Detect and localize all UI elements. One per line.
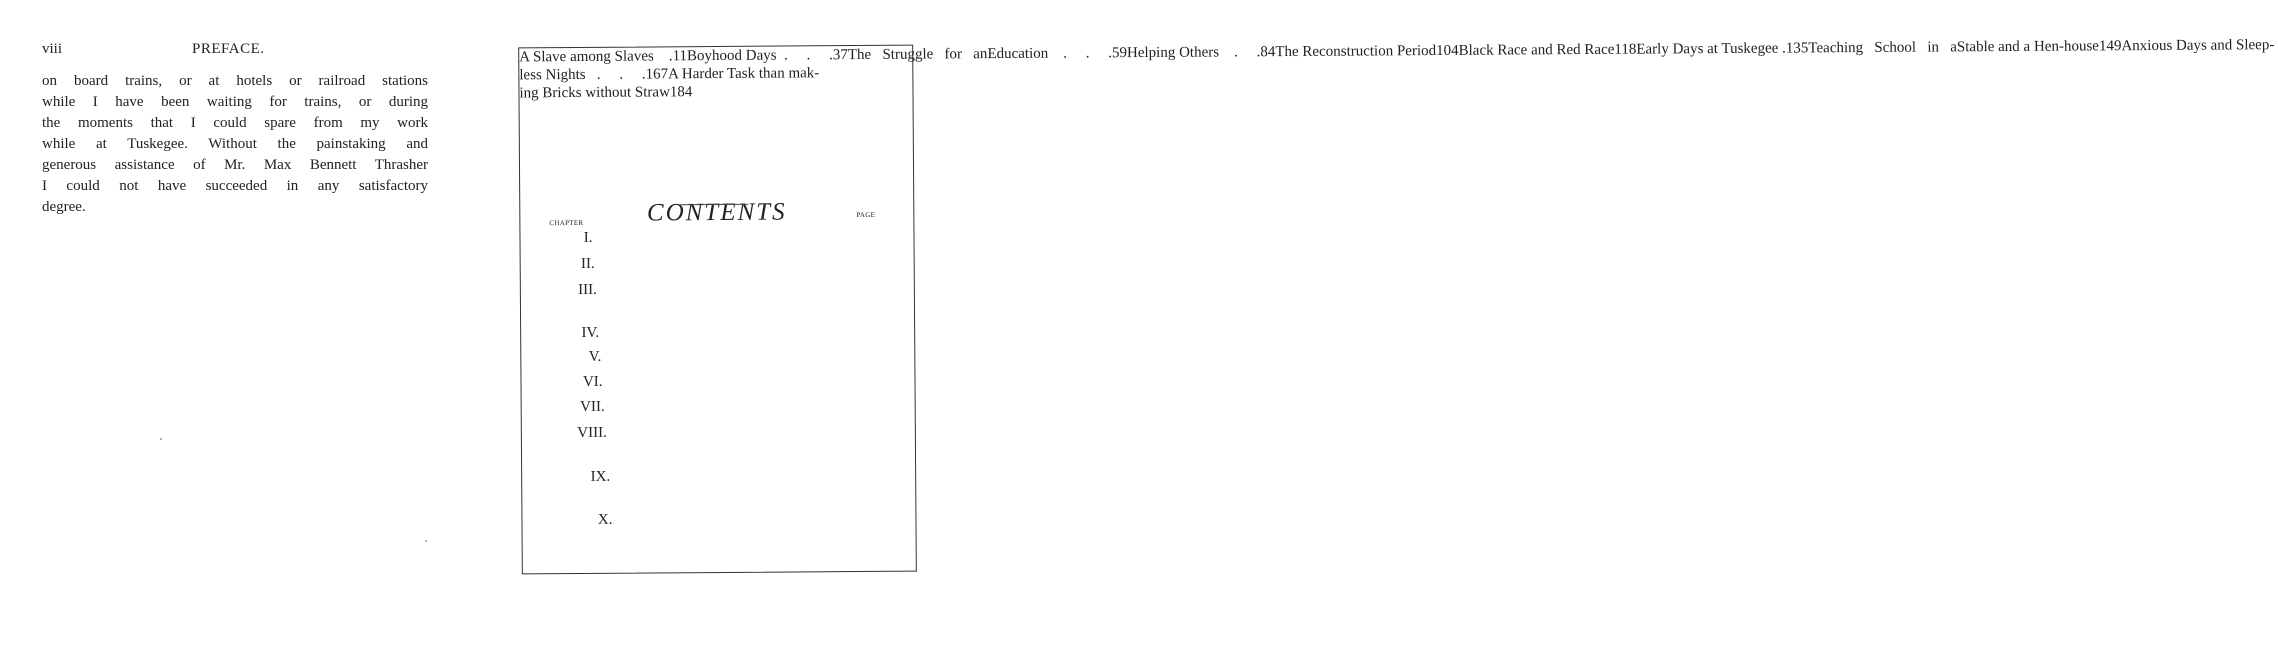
chapter-title: Teaching School in a	[1808, 39, 1957, 57]
chapter-number: VII.	[580, 398, 605, 415]
chapter-number: III.	[578, 281, 597, 298]
chapter-page-number: 167	[645, 66, 669, 83]
running-head-title: PREFACE.	[192, 41, 265, 57]
chapter-number: IX.	[590, 468, 611, 485]
scan-speck	[160, 438, 162, 440]
chapter-title-continued: ing Bricks without Straw	[519, 84, 670, 102]
chapter-title-continued: Stable and a Hen-house	[1956, 38, 2099, 56]
chapter-number: VI.	[582, 373, 603, 390]
contents-entries	[519, 37, 2275, 574]
chapter-title: A Harder Task than mak-	[668, 65, 820, 83]
contents-box	[518, 37, 2275, 575]
chapter-title: Anxious Days and Sleep-	[2121, 37, 2275, 55]
page-column-header: PAGE	[856, 210, 876, 220]
preface-line: while at Tuskegee. Without the painstaking and	[42, 136, 428, 152]
chapter-number: VIII.	[577, 424, 607, 441]
preface-line: the moments that I could spare from my work	[42, 115, 428, 131]
chapter-number: I.	[583, 229, 593, 246]
scan-speck	[425, 540, 427, 542]
chapter-number: IV.	[581, 324, 600, 341]
chapter-page-number: 11	[672, 48, 688, 65]
chapter-page-number: 59	[1111, 45, 1128, 62]
chapter-number: X.	[597, 511, 613, 528]
chapter-title: Boyhood Days . . .	[686, 47, 833, 65]
chapter-number: V.	[588, 348, 602, 365]
preface-line: degree.	[42, 199, 86, 215]
chapter-title-continued: less Nights . . .	[519, 66, 646, 84]
chapter-title: Early Days at Tuskegee .	[1636, 40, 1786, 58]
chapter-page-number: 37	[832, 47, 848, 64]
chapter-title-continued: Education . . .	[987, 45, 1113, 63]
preface-text	[42, 71, 428, 218]
preface-line: I could not have succeeded in any satisfactory	[42, 178, 428, 194]
chapter-column-header: CHAPTER	[549, 218, 584, 228]
chapter-title: The Struggle for an	[847, 46, 988, 64]
chapter-page-number: 135	[1785, 40, 1809, 57]
chapter-number: II.	[580, 255, 595, 272]
preface-line: generous assistance of Mr. Max Bennett Thrasher	[42, 157, 428, 173]
contents-title: CONTENTS	[646, 198, 787, 227]
chapter-page-number: 84	[1260, 44, 1276, 61]
preface-line: on board trains, or at hotels or railroad stations	[42, 73, 428, 89]
chapter-page-number: 104	[1436, 42, 1459, 59]
chapter-title: Helping Others . .	[1126, 44, 1261, 62]
left-page	[0, 0, 490, 671]
chapter-title: The Reconstruction Period	[1275, 42, 1437, 61]
running-head	[42, 41, 442, 61]
page-number: viii	[42, 41, 63, 57]
preface-line: while I have been waiting for trains, or during	[42, 94, 428, 110]
chapter-title: A Slave among Slaves .	[519, 48, 673, 66]
chapter-title: Black Race and Red Race	[1458, 41, 1615, 59]
chapter-page-number: 149	[2098, 38, 2122, 55]
chapter-page-number: 184	[669, 84, 693, 101]
chapter-page-number: 118	[1614, 41, 1637, 58]
